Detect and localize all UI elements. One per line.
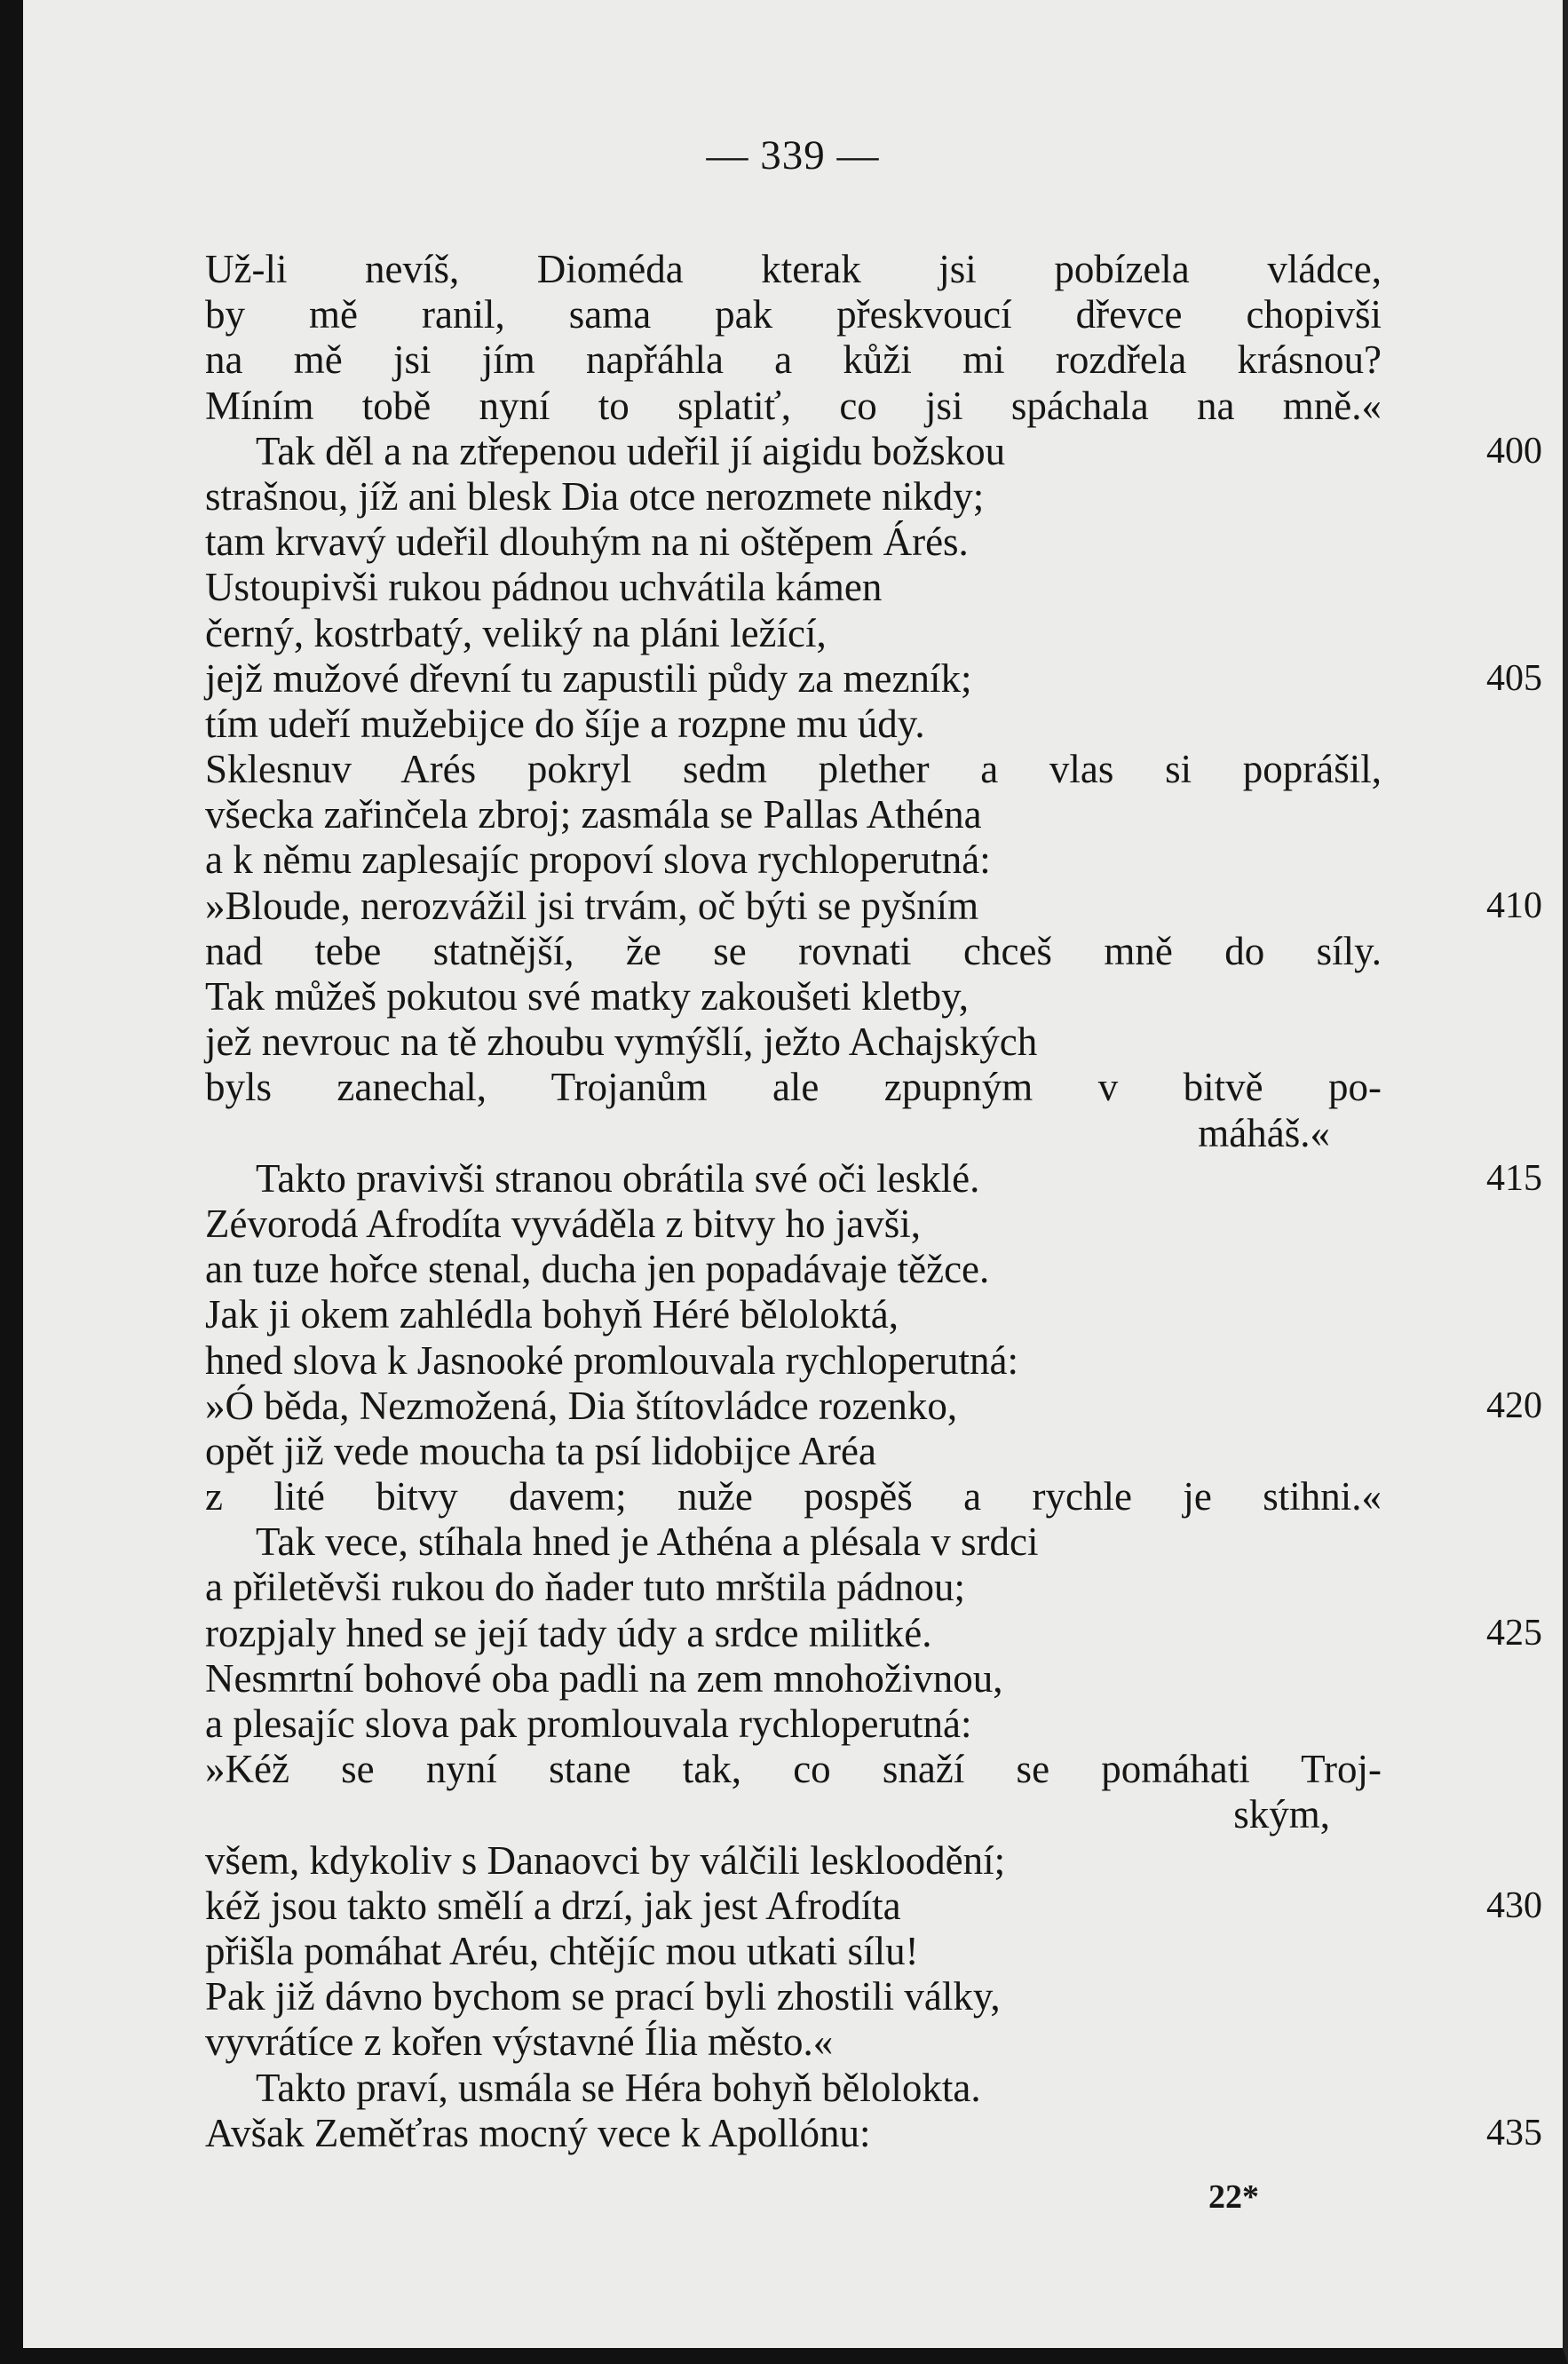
verse-line bbox=[205, 428, 1542, 474]
verse-line bbox=[205, 1702, 1382, 1747]
line-number: 415 bbox=[1486, 1157, 1542, 1199]
verse-text: všecka zařinčela zbroj; zasmála se Pallas Athéna bbox=[205, 792, 982, 837]
verse-text: by mě ranil, sama pak přeskvoucí dřevce chopivši bbox=[205, 292, 1382, 337]
verse-line bbox=[205, 1429, 1382, 1474]
verse-text: Míním tobě nyní to splatiť, co jsi spáchala na mně.« bbox=[205, 383, 1382, 428]
verse-text: jejž mužové dřevní tu zapustili půdy za mezník; bbox=[205, 655, 972, 701]
verse-line-continuation bbox=[205, 1792, 1382, 1837]
verse-text: kéž jsou takto smělí a drzí, jak jest Afrodíta bbox=[205, 1883, 901, 1928]
verse-line bbox=[205, 1247, 1382, 1292]
verse-line bbox=[205, 974, 1382, 1019]
verse-line bbox=[205, 1383, 1542, 1429]
verse-text: Už-li nevíš, Dioméda kterak jsi pobízela vládce, bbox=[205, 247, 1382, 291]
page-number: — 339 — bbox=[706, 132, 880, 178]
verse-text: strašnou, jíž ani blesk Dia otce nerozmete nikdy; bbox=[205, 473, 985, 519]
verse-line bbox=[205, 292, 1382, 337]
verse-text: všem, kdykoliv s Danaovci by válčili leskloodění; bbox=[205, 1837, 1006, 1883]
verse-text: přišla pomáhat Aréu, chtějíc mou utkati sílu! bbox=[205, 1928, 919, 1973]
verse-text: Takto pravivši stranou obrátila své oči lesklé. bbox=[256, 1155, 980, 1201]
verse-line bbox=[205, 1883, 1542, 1929]
verse-text: Pak již dávno bychom se prací byli zhostili války, bbox=[205, 1974, 1001, 2019]
verse-line bbox=[205, 1929, 1382, 1974]
verse-line bbox=[205, 1519, 1382, 1565]
verse-text: rozpjaly hned se její tady údy a srdce militké. bbox=[205, 1610, 932, 1655]
line-number: 400 bbox=[1486, 430, 1542, 472]
verse-line bbox=[205, 337, 1382, 383]
line-number: 420 bbox=[1486, 1384, 1542, 1426]
verse-text: a k němu zaplesajíc propoví slova rychloperutná: bbox=[205, 837, 991, 883]
verse-line bbox=[205, 837, 1382, 883]
verse-text: na mě jsi jím napřáhla a kůži mi rozdřela krásnou? bbox=[205, 337, 1382, 383]
verse-line bbox=[205, 1838, 1382, 1884]
verse-line bbox=[205, 474, 1382, 520]
verse-line bbox=[205, 792, 1382, 837]
verse-line bbox=[205, 1747, 1382, 1792]
verse-text: Avšak Zeměťras mocný vece k Apollónu: bbox=[205, 2110, 871, 2155]
verse-text: černý, kostrbatý, veliký na pláni ležící, bbox=[205, 610, 827, 655]
verse-line bbox=[205, 384, 1382, 429]
verse-text: an tuze hořce stenal, ducha jen popadávaje těžce. bbox=[205, 1247, 990, 1292]
verse-line bbox=[205, 1565, 1382, 1610]
verse-text: ským, bbox=[1233, 1792, 1330, 1837]
verse-text: hned slova k Jasnooké promlouvala rychloperutná: bbox=[205, 1337, 1019, 1383]
line-number: 435 bbox=[1486, 2112, 1542, 2154]
verse-line bbox=[205, 247, 1382, 292]
verse-line bbox=[205, 1974, 1382, 2019]
verse-text: Takto praví, usmála se Héra bohyň bělolokta. bbox=[256, 2065, 981, 2110]
verse-block bbox=[205, 247, 1542, 2156]
verse-line bbox=[205, 565, 1382, 610]
verse-text: tím udeří mužebijce do šíje a rozpne mu údy. bbox=[205, 701, 925, 746]
verse-text: opět již vede moucha ta psí lidobijce Aréa bbox=[205, 1428, 876, 1473]
verse-text: vyvrátíce z kořen výstavné Ília město.« bbox=[205, 2019, 834, 2065]
verse-text: Sklesnuv Arés pokryl sedm plether a vlas si poprášil, bbox=[205, 747, 1382, 792]
verse-line bbox=[205, 1202, 1382, 1247]
verse-line bbox=[205, 655, 1542, 702]
verse-line bbox=[205, 1292, 1382, 1337]
line-number: 410 bbox=[1486, 885, 1542, 926]
verse-line bbox=[205, 747, 1382, 792]
verse-text: nad tebe statnější, že se rovnati chceš mně do síly. bbox=[205, 928, 1382, 973]
verse-text: Tak vece, stíhala hned je Athéna a plésala v srdci bbox=[256, 1519, 1039, 1565]
verse-line bbox=[205, 883, 1542, 929]
verse-text: Tak děl a na ztřepenou udeřil jí aigidu božskou bbox=[256, 428, 1006, 473]
verse-line bbox=[205, 1065, 1382, 1110]
line-number: 425 bbox=[1486, 1612, 1542, 1654]
verse-line bbox=[205, 611, 1382, 656]
verse-line bbox=[205, 1656, 1382, 1702]
verse-text: Tak můžeš pokutou své matky zakoušeti kletby, bbox=[205, 974, 969, 1019]
verse-text: Nesmrtní bohové oba padli na zem mnohoživnou, bbox=[205, 1655, 1003, 1701]
verse-text: Ustoupivši rukou pádnou uchvátila kámen bbox=[205, 565, 883, 610]
verse-text: »Bloude, nerozvážil jsi trvám, oč býti se pyšním bbox=[205, 883, 979, 928]
verse-text: jež nevrouc na tě zhoubu vymýšlí, ježto Achajských bbox=[205, 1019, 1038, 1065]
verse-line bbox=[205, 2066, 1382, 2111]
verse-line-continuation bbox=[205, 1111, 1382, 1156]
verse-text: byls zanechal, Trojanům ale zpupným v bitvě po- bbox=[205, 1065, 1382, 1110]
signature-mark: 22* bbox=[1208, 2178, 1259, 2216]
verse-line bbox=[205, 1474, 1382, 1519]
verse-line bbox=[205, 1610, 1542, 1656]
verse-line bbox=[205, 702, 1382, 747]
verse-line bbox=[205, 1338, 1382, 1384]
verse-text: a plesajíc slova pak promlouvala rychloperutná: bbox=[205, 1702, 972, 1746]
verse-line bbox=[205, 2019, 1382, 2065]
verse-text: z lité bitvy davem; nuže pospěš a rychle je stihni.« bbox=[205, 1474, 1382, 1519]
verse-text: Zévorodá Afrodíta vyváděla z bitvy ho javši, bbox=[205, 1201, 922, 1246]
line-number: 430 bbox=[1486, 1884, 1542, 1926]
line-number: 405 bbox=[1486, 657, 1542, 699]
verse-line bbox=[205, 1155, 1542, 1202]
verse-text: Jak ji okem zahlédla bohyň Héré běloloktá, bbox=[205, 1292, 899, 1337]
verse-text: a přiletěvši rukou do ňader tuto mrštila pádnou; bbox=[205, 1565, 966, 1610]
verse-line bbox=[205, 2110, 1542, 2156]
verse-text: tam krvavý udeřil dlouhým na ni oštěpem Árés. bbox=[205, 520, 969, 565]
verse-line bbox=[205, 1019, 1382, 1065]
verse-text: máháš.« bbox=[1198, 1110, 1330, 1155]
verse-text: »Kéž se nyní stane tak, co snaží se pomáhati Troj- bbox=[205, 1747, 1382, 1792]
verse-text: »Ó běda, Nezmožená, Dia štítovládce rozenko, bbox=[205, 1383, 958, 1428]
verse-line bbox=[205, 520, 1382, 565]
verse-line bbox=[205, 929, 1382, 974]
